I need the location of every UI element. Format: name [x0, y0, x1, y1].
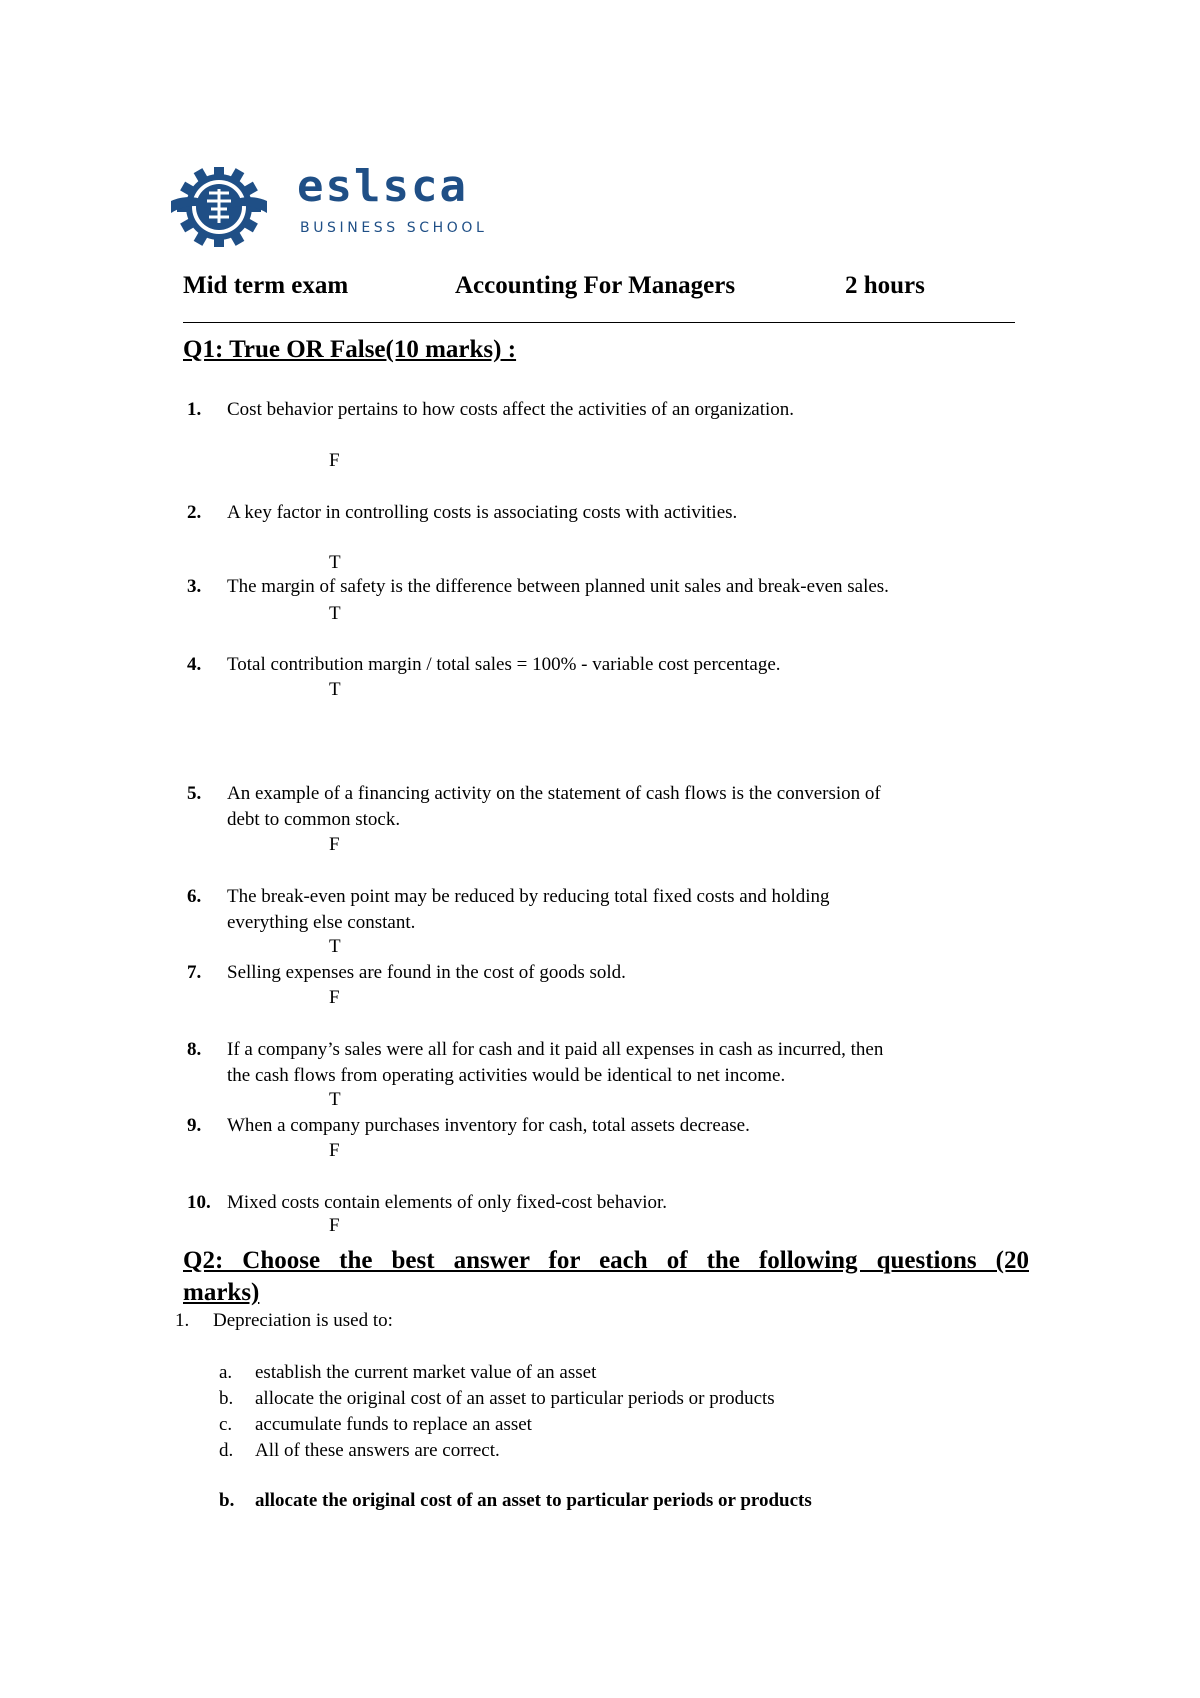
q1-item-number: 4. [187, 654, 202, 675]
answer-text: allocate the original cost of an asset to particular periods or products [255, 1490, 812, 1511]
q1-item-answer: T [329, 936, 341, 957]
q1-item-number: 3. [187, 576, 202, 597]
q1-item-text: The margin of safety is the difference between planned unit sales and break-even sales. [227, 576, 889, 597]
option-text: establish the current market value of an asset [255, 1362, 597, 1383]
q1-item-number: 7. [187, 962, 202, 983]
q1-item-answer: T [329, 603, 341, 624]
q1-item-number: 2. [187, 502, 202, 523]
q2-title-line2: marks) [183, 1279, 260, 1306]
exam-type: Mid term exam [183, 272, 349, 299]
q2-title-line1: Q2: Choose the best answer for each of the following questions (20 [183, 1247, 1029, 1274]
logo-tagline: BUSINESS SCHOOL [300, 220, 488, 236]
q1-item-text: Total contribution margin / total sales = 100% - variable cost percentage. [227, 654, 781, 675]
q1-item-text-cont: everything else constant. [227, 912, 416, 933]
q1-item-answer: F [329, 450, 340, 471]
q1-item-text: Cost behavior pertains to how costs affect the activities of an organization. [227, 399, 795, 420]
q1-title: Q1: True OR False(10 marks) : [183, 336, 517, 363]
q1-item-text: When a company purchases inventory for cash, total assets decrease. [227, 1115, 750, 1136]
q1-item-answer: F [329, 987, 340, 1008]
q2-question-text: Depreciation is used to: [213, 1310, 393, 1331]
q1-item-answer: F [329, 1215, 340, 1236]
q1-item-number: 6. [187, 886, 202, 907]
header-divider [183, 322, 1015, 323]
option-text: allocate the original cost of an asset to particular periods or products [255, 1388, 775, 1409]
q2-question-number: 1. [175, 1310, 190, 1331]
q1-item-number: 1. [187, 399, 202, 420]
q1-item-text: Mixed costs contain elements of only fixed-cost behavior. [227, 1192, 668, 1213]
q1-item-text-cont: the cash flows from operating activities would be identical to net income. [227, 1065, 786, 1086]
exam-duration: 2 hours [845, 272, 925, 299]
q1-item-number: 9. [187, 1115, 202, 1136]
q1-item-answer: F [329, 834, 340, 855]
q2-title [183, 1245, 1029, 1309]
q1-item-answer: T [329, 552, 341, 573]
q1-item-answer: T [329, 1089, 341, 1110]
q1-item-text: Selling expenses are found in the cost of goods sold. [227, 962, 626, 983]
course-title: Accounting For Managers [455, 272, 736, 299]
q1-item-text: If a company’s sales were all for cash and it paid all expenses in cash as incurred, then [227, 1039, 884, 1060]
option-letter: c. [219, 1414, 233, 1435]
q1-item-number: 5. [187, 783, 202, 804]
q1-item-text: The break-even point may be reduced by reducing total fixed costs and holding [227, 886, 830, 907]
q1-item-text: An example of a financing activity on the statement of cash flows is the conversion of [227, 783, 881, 804]
q1-item-answer: F [329, 1140, 340, 1161]
option-text: All of these answers are correct. [255, 1440, 500, 1461]
logo-name: eslsca [297, 161, 468, 212]
q1-item-text-cont: debt to common stock. [227, 809, 401, 830]
option-text: accumulate funds to replace an asset [255, 1414, 532, 1435]
answer-letter: b. [219, 1490, 235, 1511]
q1-item-number: 10. [187, 1192, 211, 1213]
q1-item-text: A key factor in controlling costs is associating costs with activities. [227, 502, 738, 523]
option-letter: a. [219, 1362, 233, 1383]
q1-item-number: 8. [187, 1039, 202, 1060]
option-letter: b. [219, 1388, 234, 1409]
q1-item-answer: T [329, 679, 341, 700]
eslsca-logo [167, 161, 527, 247]
option-letter: d. [219, 1440, 234, 1461]
